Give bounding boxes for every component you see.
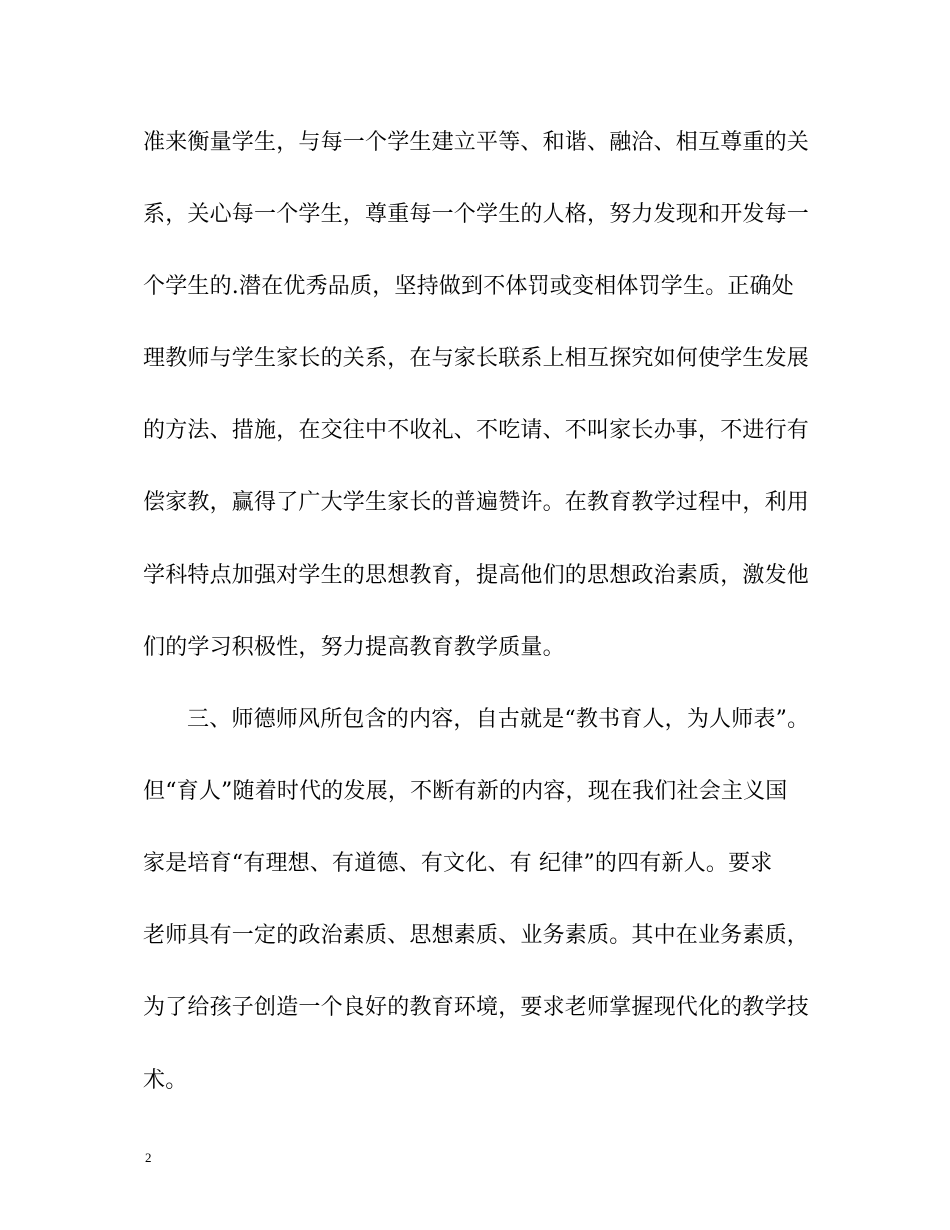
text-line: 理教师与学生家长的关系，在与家长联系上相互探究如何使学生发展 bbox=[143, 346, 810, 371]
text-line: 个学生的.潜在优秀品质，坚持做到不体罚或变相体罚学生。正确处 bbox=[143, 274, 794, 299]
paragraph-start-line: 三、师德师风所包含的内容，自古就是“教书育人，为人师表”。 bbox=[187, 707, 810, 732]
text-line: 偿家教，赢得了广大学生家长的普遍赞许。在教育教学过程中，利用 bbox=[143, 490, 810, 515]
page-number: 2 bbox=[145, 1150, 152, 1165]
text-line: 但“育人”随着时代的发展，不断有新的内容，现在我们社会主义国 bbox=[143, 779, 788, 804]
text-line: 系，关心每一个学生，尊重每一个学生的人格，努力发现和开发每一 bbox=[143, 202, 810, 227]
text-line: 家是培育“有理想、有道德、有文化、有 纪律”的四有新人。要求 bbox=[143, 851, 773, 876]
text-line: 的方法、措施，在交往中不收礼、不吃请、不叫家长办事，不进行有 bbox=[143, 418, 810, 443]
text-line: 术。 bbox=[143, 1068, 188, 1093]
text-line: 学科特点加强对学生的思想教育，提高他们的思想政治素质，激发他 bbox=[143, 563, 810, 588]
text-line: 准来衡量学生，与每一个学生建立平等、和谐、融洽、相互尊重的关 bbox=[143, 130, 810, 155]
text-line: 老师具有一定的政治素质、思想素质、业务素质。其中在业务素质， bbox=[143, 923, 810, 948]
text-line: 们的学习积极性，努力提高教育教学质量。 bbox=[143, 635, 565, 660]
text-line: 为了给孩子创造一个良好的教育环境，要求老师掌握现代化的教学技 bbox=[143, 995, 810, 1020]
